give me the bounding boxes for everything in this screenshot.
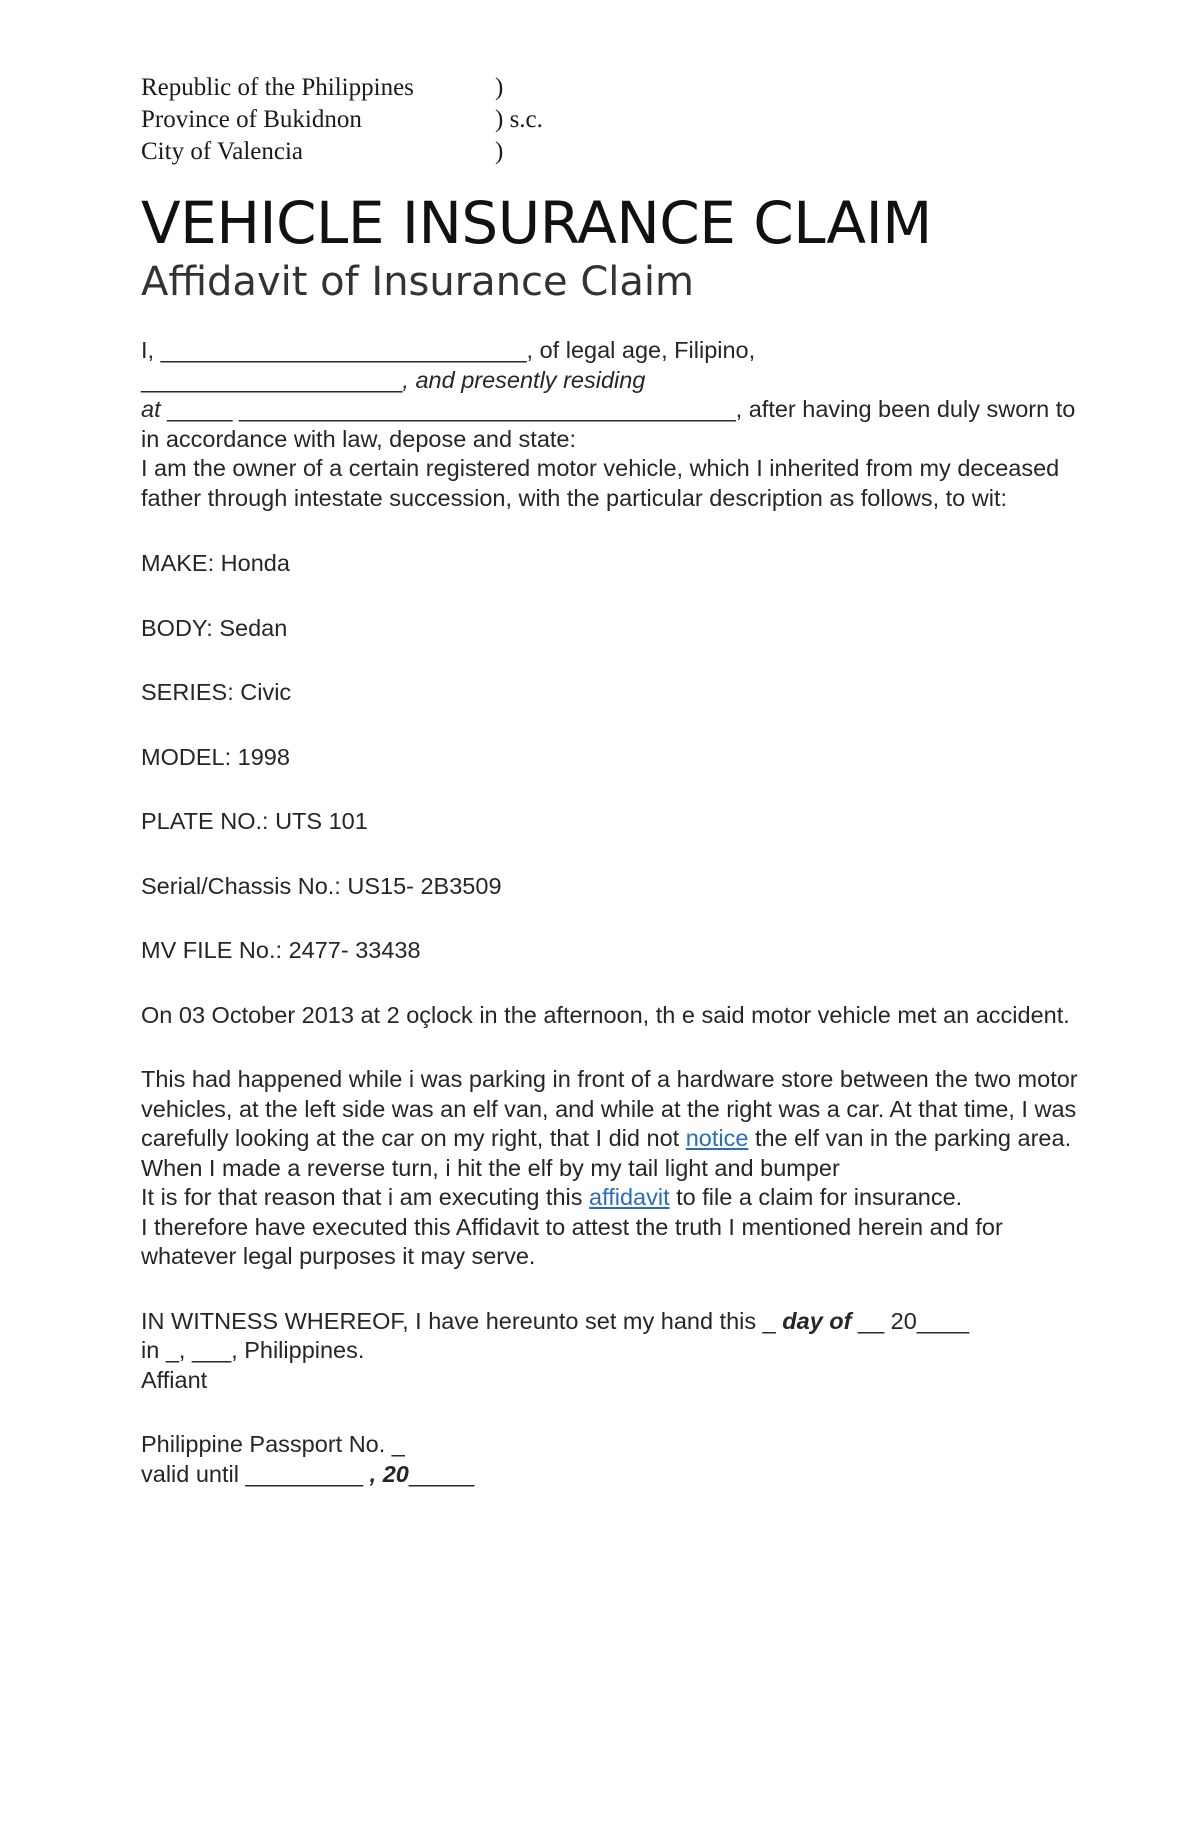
validity-blank: valid until _________ bbox=[141, 1460, 364, 1487]
venue-line-city bbox=[141, 136, 1081, 168]
year-blank: __ 20____ bbox=[851, 1307, 970, 1334]
venue-mark: ) bbox=[495, 74, 504, 101]
narrative-paragraph bbox=[141, 1065, 1081, 1272]
witness-prefix: IN WITNESS WHEREOF, I have hereunto set my hand this _ bbox=[141, 1307, 783, 1334]
at-text: at bbox=[141, 396, 161, 422]
affiant-label: Affiant bbox=[141, 1366, 208, 1393]
venue-line-country bbox=[141, 72, 1081, 104]
affidavit-link[interactable]: affidavit bbox=[589, 1184, 670, 1210]
reason-text bbox=[141, 1183, 1081, 1213]
narrative-part: This had happened while i was parking in front of a hardware store between the two motor vehicles, at the left side was an elf van, and while at the right was a car. At that time, I was carefully looking at the car on my right, that I did not bbox=[141, 1066, 1078, 1151]
attest-text: I therefore have executed this Affidavit to attest the truth I mentioned herein and for whatever legal purposes it may serve. bbox=[141, 1213, 1003, 1269]
ownership-statement: I am the owner of a certain registered motor vehicle, which I inherited from my deceased father through intestate succession, with the particular description as follows, to wit: bbox=[141, 455, 1060, 511]
intro-line-name bbox=[141, 336, 1081, 366]
status-blank: ____________________ bbox=[141, 366, 403, 393]
witness-block bbox=[141, 1307, 1081, 1396]
venue-block bbox=[141, 72, 1081, 168]
residing-text: , and presently residing bbox=[402, 366, 646, 393]
venue-place: Province of Bukidnon bbox=[141, 106, 362, 133]
intro-prefix: I, bbox=[141, 337, 161, 363]
venue-mark: ) bbox=[495, 138, 504, 165]
document-page bbox=[141, 72, 1081, 1489]
narrative-text bbox=[141, 1065, 1081, 1183]
intro-paragraph bbox=[141, 336, 1081, 513]
vehicle-mv-file: MV FILE No.: 2477- 33438 bbox=[141, 937, 421, 963]
vehicle-chassis: Serial/Chassis No.: US15- 2B3509 bbox=[141, 872, 502, 899]
intro-suffix: , of legal age, Filipino, bbox=[526, 337, 756, 363]
address-blank: _____ ______________________________________ bbox=[160, 396, 736, 422]
reason-part: to file a claim for insurance. bbox=[669, 1184, 963, 1210]
venue-place: Republic of the Philippines bbox=[141, 74, 414, 101]
narrative-part: the elf van in the parking area. When I made a reverse turn, i hit the elf by my tail light and bumper bbox=[141, 1125, 1072, 1181]
witness-line bbox=[141, 1307, 1081, 1337]
accident-paragraph: On 03 October 2013 at 2 oçlock in the afternoon, th e said motor vehicle met an accident. bbox=[141, 1001, 1070, 1028]
document-title: VEHICLE INSURANCE CLAIM bbox=[141, 189, 932, 257]
venue-mark: ) s.c. bbox=[495, 106, 543, 133]
reason-part: It is for that reason that i am executing this bbox=[141, 1184, 590, 1210]
venue-line-province bbox=[141, 104, 1081, 136]
day-of-text: day of bbox=[782, 1307, 852, 1334]
vehicle-plate: PLATE NO.: UTS 101 bbox=[141, 808, 368, 834]
venue-place: City of Valencia bbox=[141, 138, 303, 165]
vehicle-model: MODEL: 1998 bbox=[141, 743, 290, 770]
vehicle-series: SERIES: Civic bbox=[141, 679, 292, 705]
passport-block bbox=[141, 1430, 1081, 1489]
sworn-text: , after having been duly sworn to in accordance with law, depose and state: bbox=[141, 396, 1076, 452]
vehicle-make: MAKE: Honda bbox=[141, 550, 290, 576]
intro-line-address bbox=[141, 395, 1081, 454]
validity-year: , 20 bbox=[363, 1460, 409, 1487]
validity-year-blank: _____ bbox=[408, 1460, 475, 1487]
passport-validity bbox=[141, 1460, 1081, 1490]
witness-place: in _, ___, Philippines. bbox=[141, 1337, 365, 1363]
document-subtitle: Affidavit of Insurance Claim bbox=[141, 259, 694, 305]
passport-number: Philippine Passport No. _ bbox=[141, 1431, 405, 1457]
notice-link[interactable]: notice bbox=[685, 1125, 749, 1151]
intro-line-status bbox=[141, 366, 1081, 396]
vehicle-body: BODY: Sedan bbox=[141, 614, 288, 641]
name-blank: ____________________________ bbox=[160, 337, 527, 363]
